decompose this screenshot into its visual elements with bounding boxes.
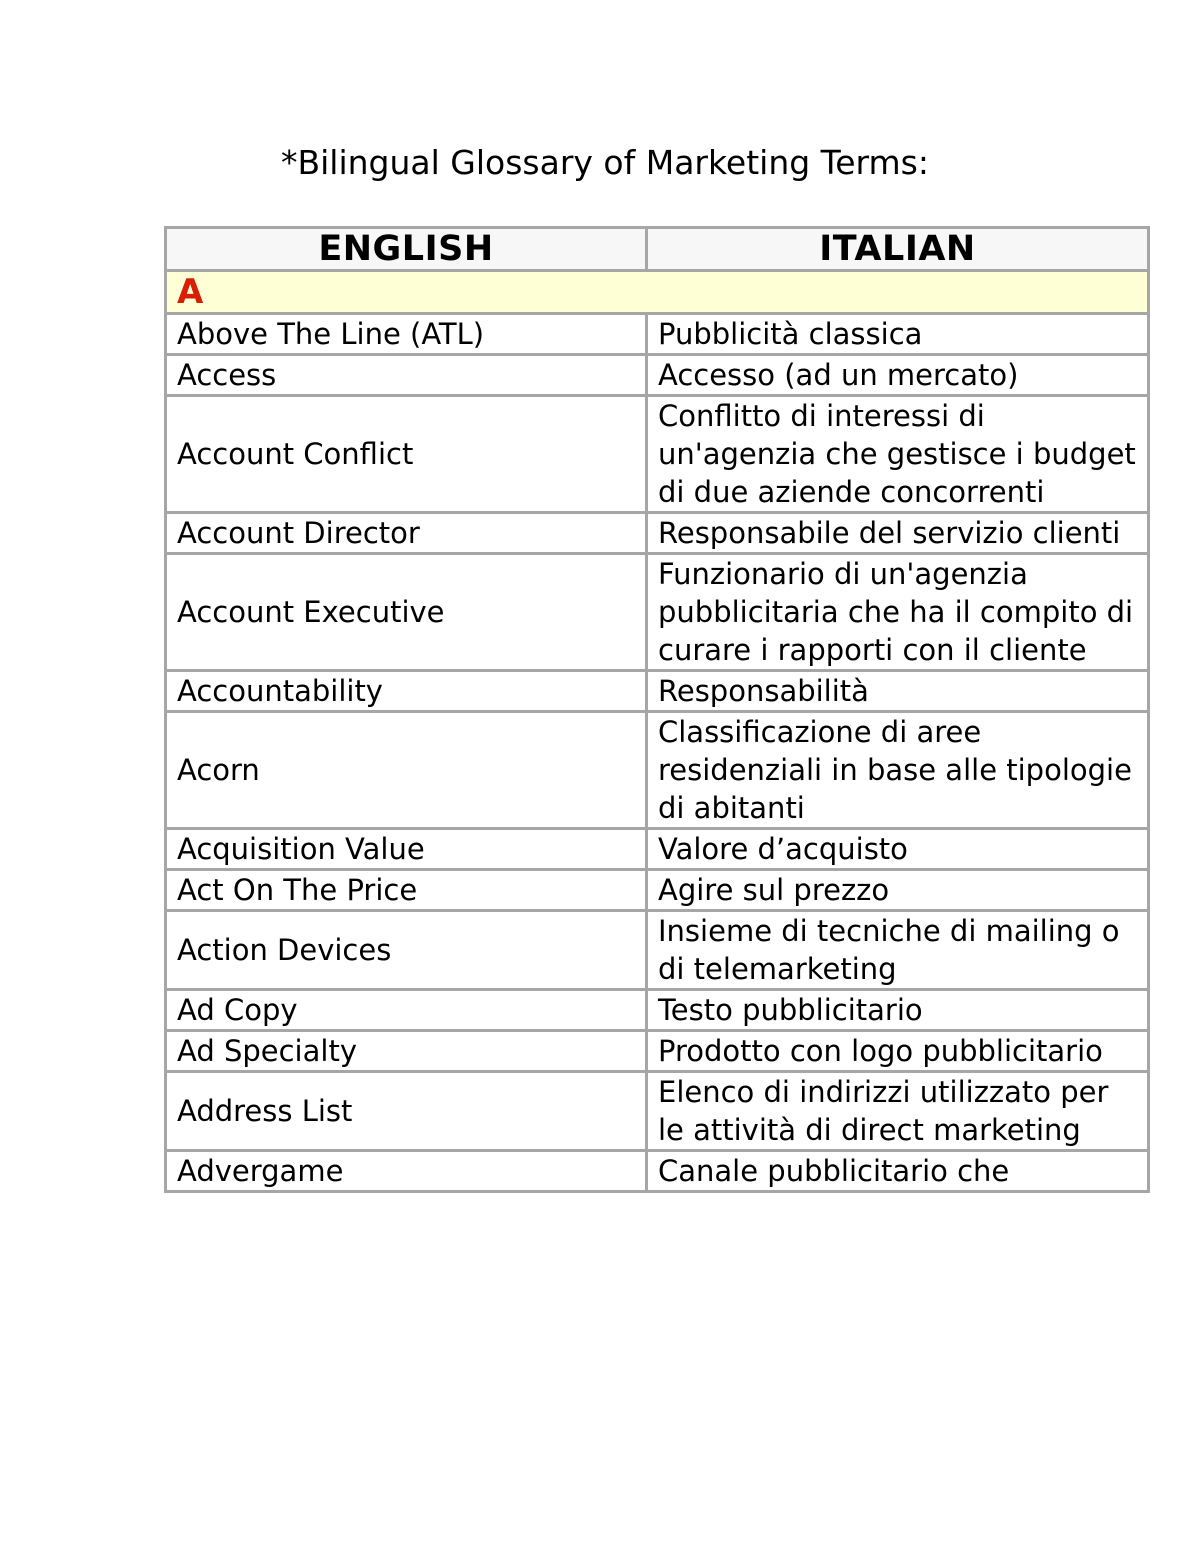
italian-term: Funzionario di un'agenzia pubblicitaria che ha il compito di curare i rapporti con il cliente bbox=[647, 554, 1149, 671]
italian-term: Elenco di indirizzi utilizzato per le attività di direct marketing bbox=[647, 1072, 1149, 1151]
italian-term: Agire sul prezzo bbox=[647, 870, 1149, 911]
column-header-italian: ITALIAN bbox=[647, 228, 1149, 271]
english-term: Access bbox=[166, 355, 647, 396]
page-title: *Bilingual Glossary of Marketing Terms: bbox=[281, 143, 929, 182]
table-row bbox=[166, 911, 1149, 990]
english-term: Account Director bbox=[166, 513, 647, 554]
section-letter: A bbox=[166, 271, 1149, 314]
english-term: Address List bbox=[166, 1072, 647, 1151]
table-row bbox=[166, 513, 1149, 554]
italian-term: Canale pubblicitario che bbox=[647, 1151, 1149, 1192]
table-row bbox=[166, 314, 1149, 355]
glossary-table bbox=[164, 226, 1150, 1193]
table-row bbox=[166, 829, 1149, 870]
table-row bbox=[166, 870, 1149, 911]
table-row bbox=[166, 990, 1149, 1031]
english-term: Account Executive bbox=[166, 554, 647, 671]
italian-term: Valore d’acquisto bbox=[647, 829, 1149, 870]
english-term: Acorn bbox=[166, 712, 647, 829]
italian-term: Classificazione di aree residenziali in base alle tipologie di abitanti bbox=[647, 712, 1149, 829]
italian-term: Prodotto con logo pubblicitario bbox=[647, 1031, 1149, 1072]
table-row bbox=[166, 1151, 1149, 1192]
table-row bbox=[166, 355, 1149, 396]
table-row bbox=[166, 1031, 1149, 1072]
italian-term: Testo pubblicitario bbox=[647, 990, 1149, 1031]
italian-term: Accesso (ad un mercato) bbox=[647, 355, 1149, 396]
english-term: Account Conflict bbox=[166, 396, 647, 513]
table-row bbox=[166, 712, 1149, 829]
italian-term: Insieme di tecniche di mailing o di telemarketing bbox=[647, 911, 1149, 990]
table-header-row bbox=[166, 228, 1149, 271]
english-term: Acquisition Value bbox=[166, 829, 647, 870]
english-term: Advergame bbox=[166, 1151, 647, 1192]
italian-term: Responsabile del servizio clienti bbox=[647, 513, 1149, 554]
italian-term: Pubblicità classica bbox=[647, 314, 1149, 355]
italian-term: Responsabilità bbox=[647, 671, 1149, 712]
english-term: Act On The Price bbox=[166, 870, 647, 911]
table-row bbox=[166, 1072, 1149, 1151]
english-term: Accountability bbox=[166, 671, 647, 712]
english-term: Action Devices bbox=[166, 911, 647, 990]
table-row bbox=[166, 554, 1149, 671]
table-row bbox=[166, 396, 1149, 513]
english-term: Ad Copy bbox=[166, 990, 647, 1031]
column-header-english: ENGLISH bbox=[166, 228, 647, 271]
section-letter-row bbox=[166, 271, 1149, 314]
italian-term: Conflitto di interessi di un'agenzia che gestisce i budget di due aziende concorrenti bbox=[647, 396, 1149, 513]
english-term: Ad Specialty bbox=[166, 1031, 647, 1072]
table-row bbox=[166, 671, 1149, 712]
english-term: Above The Line (ATL) bbox=[166, 314, 647, 355]
